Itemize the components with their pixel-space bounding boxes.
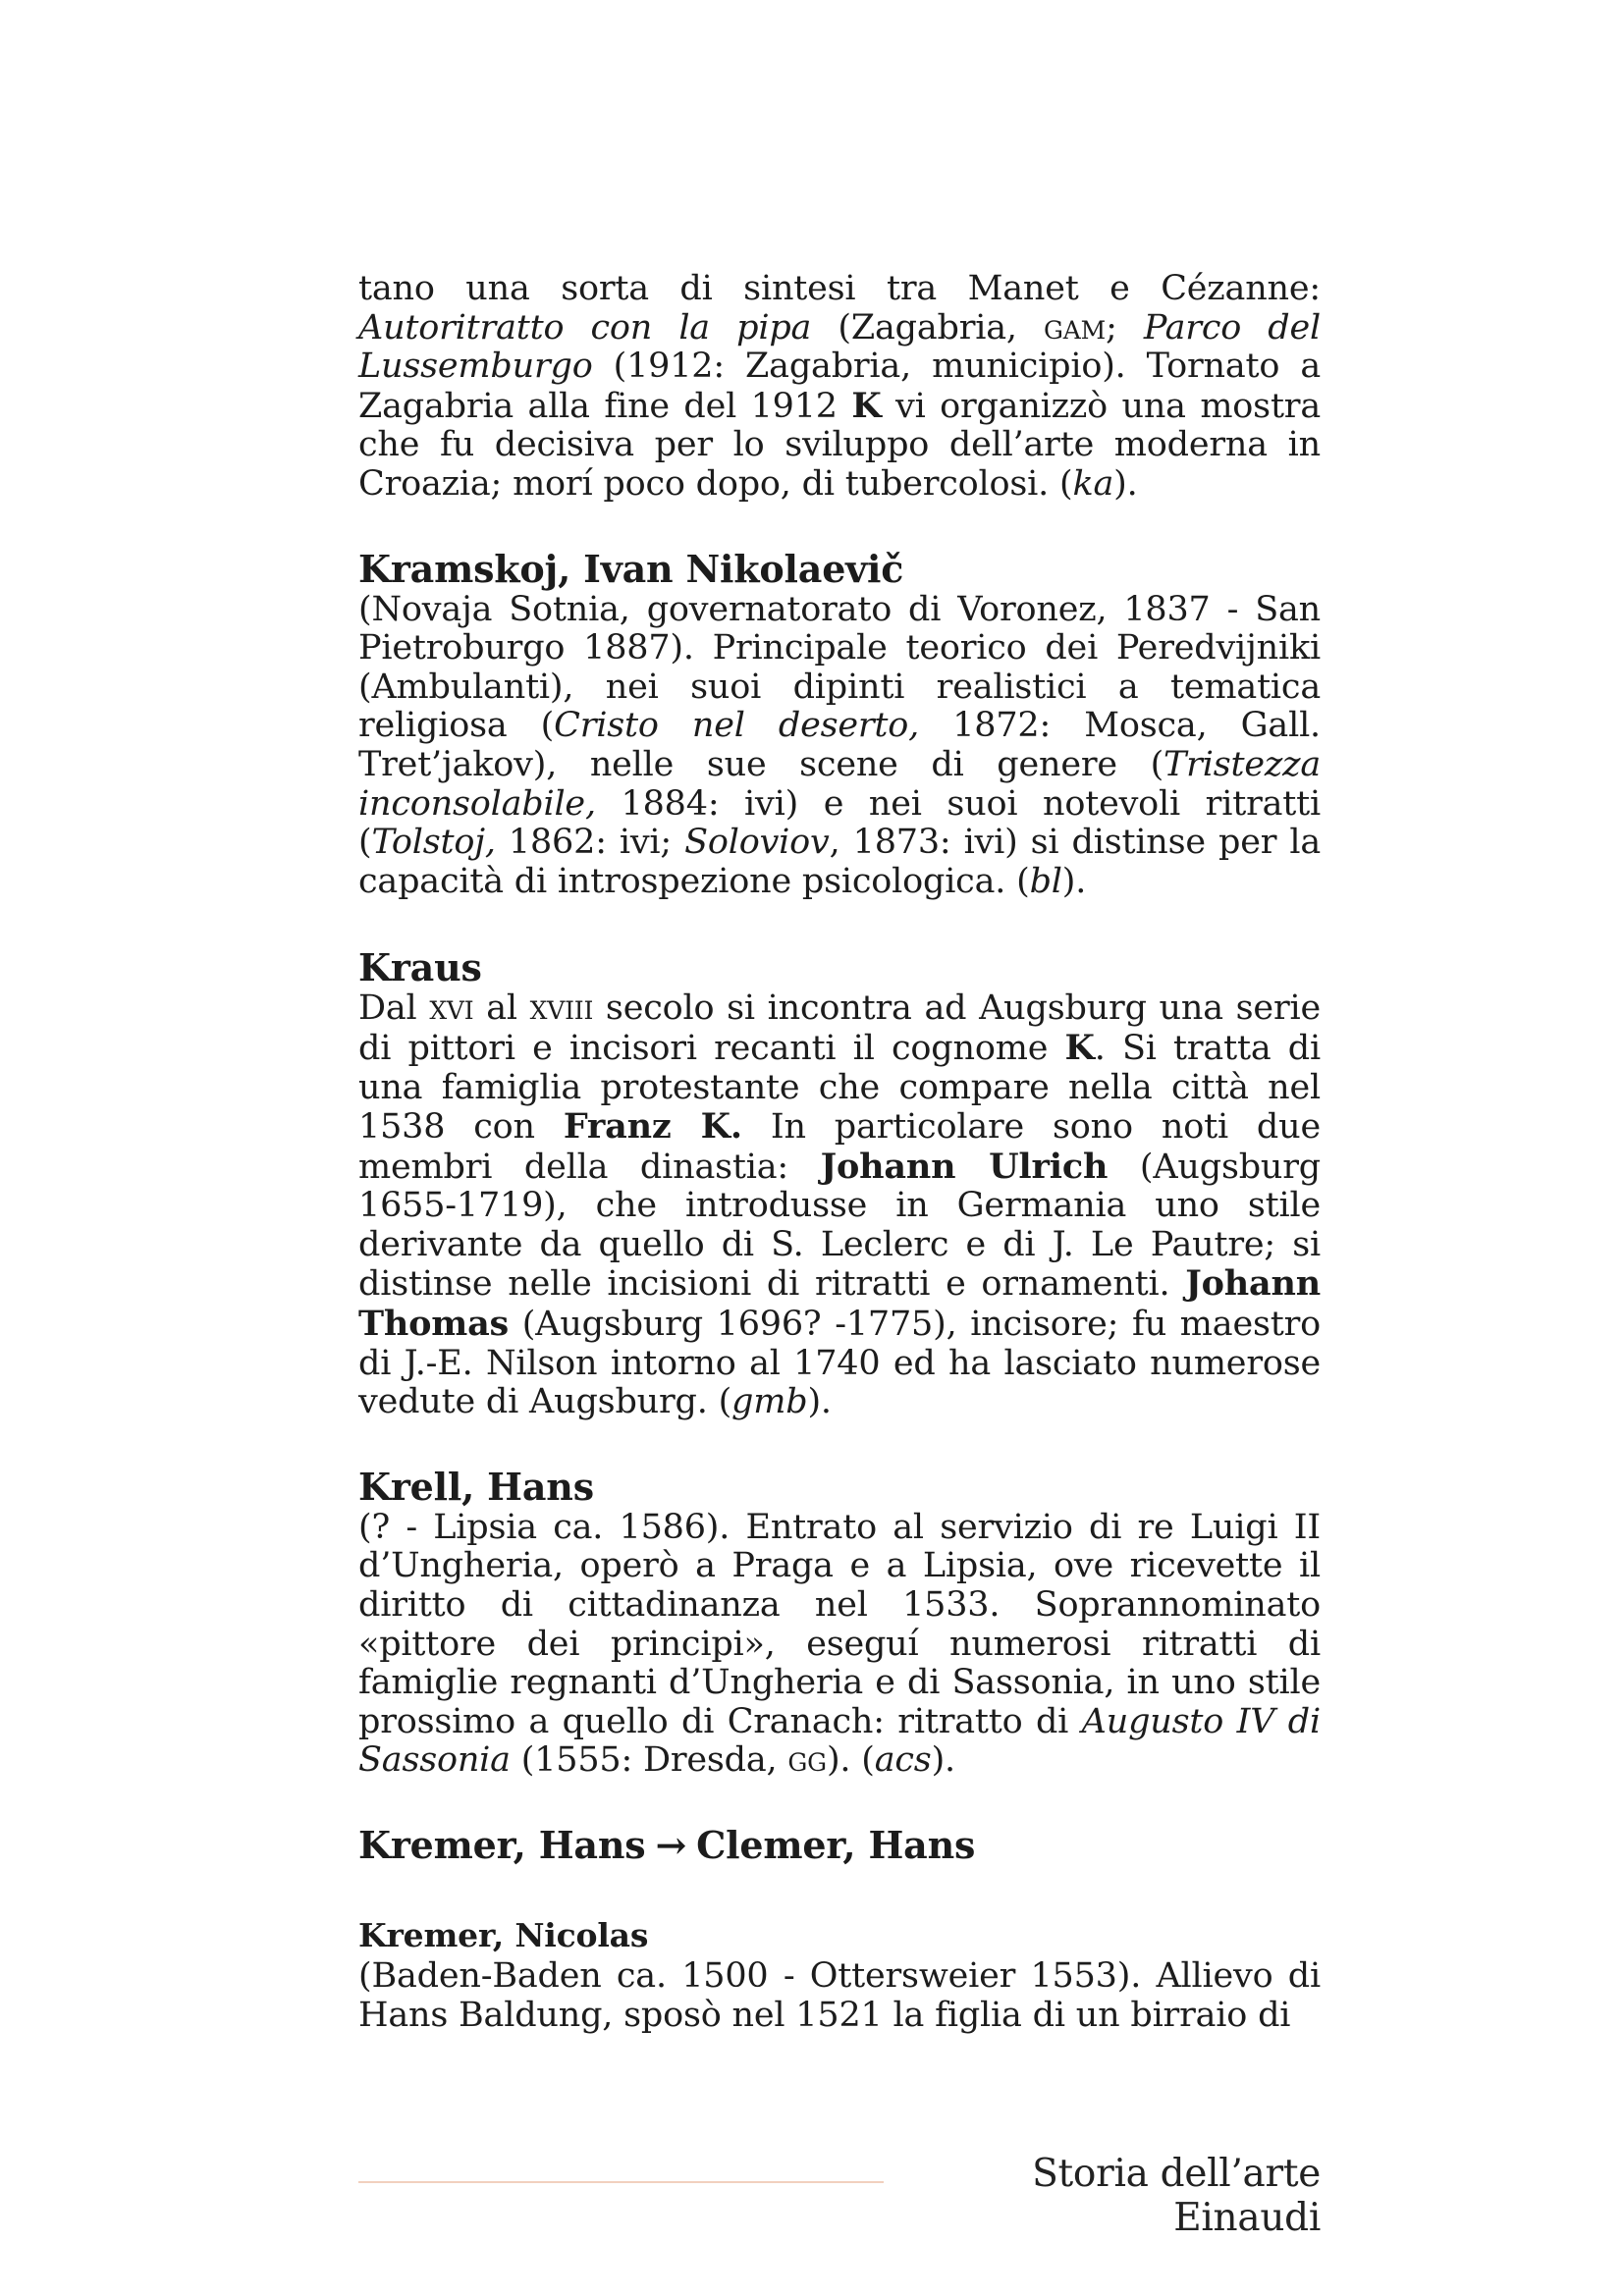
author-initials: acs bbox=[874, 1740, 932, 1781]
footer-rule bbox=[358, 2181, 884, 2183]
entry-heading: Kremer, Nicolas bbox=[358, 1916, 649, 1954]
text: Dal bbox=[358, 988, 430, 1029]
artwork-title: Autoritratto con la pipa bbox=[358, 307, 812, 347]
name-bold: K bbox=[851, 385, 882, 426]
entry-text bbox=[358, 1957, 1321, 2035]
intro-paragraph bbox=[358, 270, 1321, 505]
artwork-title: Soloviov bbox=[684, 823, 830, 863]
text: (1912: Zagabria, municipio). Tornato a Zagabria alla fine del 1912 bbox=[358, 347, 1321, 426]
artwork-title: Cristo nel deserto, bbox=[554, 706, 920, 746]
cross-reference-heading bbox=[358, 1824, 1321, 1867]
reference-to[interactable]: Clemer, Hans bbox=[696, 1823, 976, 1867]
author-initials: ka bbox=[1072, 463, 1114, 504]
entry-kremer-nicolas bbox=[358, 1914, 1321, 2035]
century-numeral: xviii bbox=[529, 988, 594, 1029]
abbreviation: gg bbox=[787, 1740, 827, 1781]
text: ). bbox=[807, 1382, 832, 1422]
author-initials: bl bbox=[1029, 861, 1062, 901]
text: tano una sorta di sintesi tra Manet e Cézanne: bbox=[358, 269, 1321, 308]
artwork-title: Tolstoj, bbox=[371, 823, 496, 863]
text: (Augsburg 1655-1719), che introdusse in Germania uno stile derivante da quello di S. Leclerc e di J. Le Pautre; si distinse nelle incisioni di ritratti e ornamenti. bbox=[358, 1147, 1321, 1305]
abbreviation: gam bbox=[1044, 307, 1107, 347]
text: 1872: Mosca, Gall. Tret’jakov), nelle sue scene di genere ( bbox=[358, 706, 1321, 784]
artwork-title: Parco del Lussemburgo bbox=[358, 307, 1321, 387]
entry-text bbox=[358, 989, 1321, 1422]
text: (Novaja Sotnia, governatorato di Voronez, 1837 - San Pietroburgo 1887). Principale teorico dei Peredvijniki (Ambulanti), nei suoi dipinti realistici a tematica religiosa ( bbox=[358, 589, 1321, 746]
entry-heading: Kramskoj, Ivan Nikolaevič bbox=[358, 546, 904, 591]
reference-from: Kremer, Hans bbox=[358, 1823, 646, 1867]
text: (Zagabria, bbox=[811, 307, 1045, 347]
text: al bbox=[473, 988, 530, 1029]
name-bold: Johann Thomas bbox=[358, 1263, 1321, 1345]
text: secolo si incontra ad Augsburg una serie di pittori e incisori recanti il cognome bbox=[358, 988, 1321, 1068]
entry-text bbox=[358, 591, 1321, 902]
entry-krell bbox=[358, 1466, 1321, 1781]
text: ). bbox=[931, 1740, 955, 1781]
text: . Si tratta di una famiglia protestante che compare nella città nel 1538 con bbox=[358, 1028, 1321, 1148]
entry-kramskoj bbox=[358, 548, 1321, 902]
arrow-right-icon: → bbox=[655, 1823, 687, 1867]
page-body bbox=[358, 270, 1321, 2035]
text: (Baden-Baden ca. 1500 - Ottersweier 1553). Allievo di Hans Baldung, sposò nel 1521 la figlia di un birraio di bbox=[358, 1956, 1321, 2035]
entry-heading: Kraus bbox=[358, 945, 482, 990]
century-numeral: xvi bbox=[429, 988, 474, 1029]
text: vi organizzò una mostra che fu decisiva per lo sviluppo dell’arte moderna in Croazia; morí poco dopo, di tubercolosi. ( bbox=[358, 386, 1322, 504]
text: ). bbox=[1113, 463, 1138, 504]
entry-kraus bbox=[358, 946, 1321, 1422]
text: 1884: ivi) e nei suoi notevoli ritratti ( bbox=[358, 783, 1321, 863]
text: 1862: ivi; bbox=[495, 823, 685, 863]
text: (Augsburg 1696? -1775), incisore; fu maestro di J.-E. Nilson intorno al 1740 ed ha lasciato numerose vedute di Augsburg. ( bbox=[358, 1305, 1321, 1422]
author-initials: gmb bbox=[731, 1382, 808, 1422]
name-bold: K bbox=[1064, 1027, 1095, 1068]
text: (? - Lipsia ca. 1586). Entrato al servizio di re Luigi II d’Ungheria, operò a Praga e a Lipsia, ove ricevette il diritto di cittadinanza nel 1533. Soprannominato «pittore dei principi», eseguí numerosi ritratti di famiglie regnanti d’Ungheria e di Sassonia, in uno stile prossimo a quello di Cranach: ritratto di bbox=[358, 1507, 1321, 1741]
text: ; bbox=[1106, 307, 1144, 347]
name-bold: Franz K. bbox=[563, 1106, 742, 1148]
name-bold: Johann Ulrich bbox=[820, 1146, 1109, 1187]
text: In particolare sono noti due membri della dinastia: bbox=[358, 1107, 1321, 1187]
text: ). ( bbox=[826, 1740, 875, 1781]
artwork-title: Tristezza inconsolabile, bbox=[358, 744, 1321, 824]
entry-heading: Krell, Hans bbox=[358, 1464, 594, 1509]
text: ). bbox=[1061, 861, 1087, 901]
text: (1555: Dresda, bbox=[510, 1740, 788, 1781]
text: , 1873: ivi) si distinse per la capacità di introspezione psicologica. ( bbox=[358, 823, 1321, 901]
artwork-title: Augusto IV di Sassonia bbox=[358, 1701, 1321, 1781]
footer-title: Storia dell’arte Einaudi bbox=[1032, 2152, 1321, 2240]
entry-text bbox=[358, 1509, 1321, 1781]
